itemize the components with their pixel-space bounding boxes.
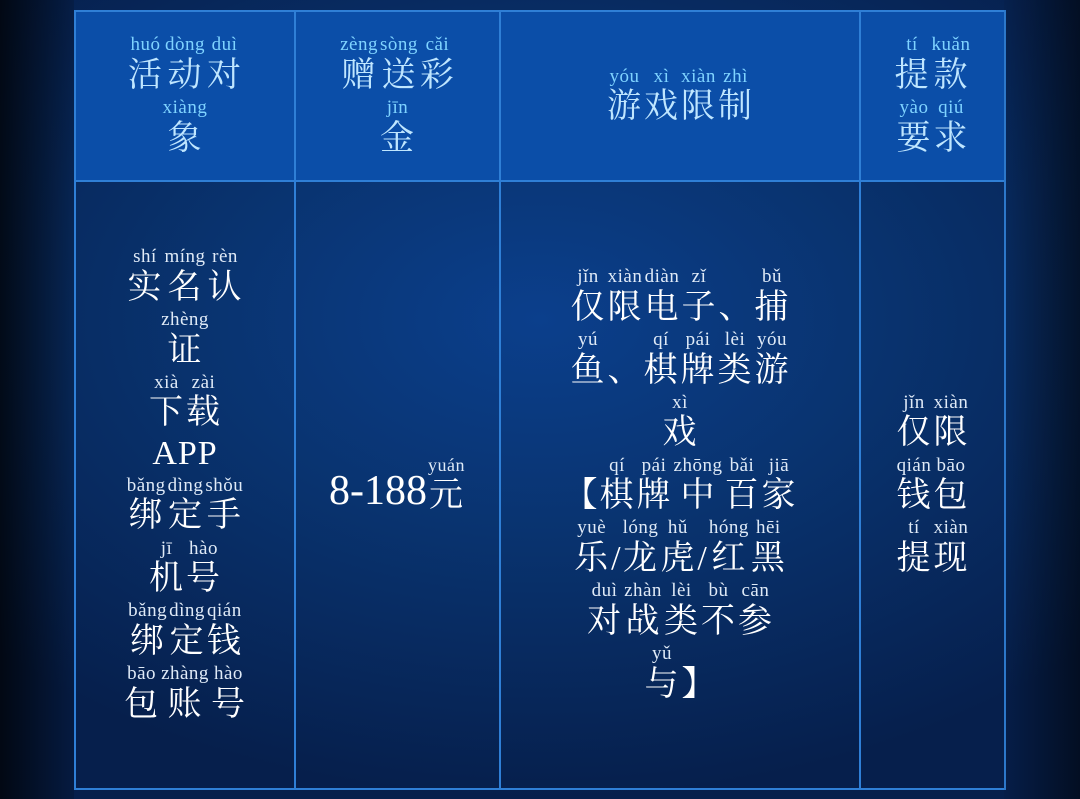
body-cell-activity-object [75, 181, 295, 789]
hanzi: 赠 [341, 56, 377, 94]
pinyin: bǎi [729, 454, 755, 476]
hanzi: 游 [754, 351, 790, 389]
hanzi: 下 [149, 394, 184, 432]
pinyin: bǎng [128, 600, 168, 622]
header-cell-activity-object [75, 11, 295, 181]
hanzi: 限 [933, 414, 969, 452]
ruby-token [660, 517, 695, 578]
pinyin: jǐn [577, 265, 599, 287]
ruby-token [127, 475, 166, 536]
pinyin: zài [191, 371, 216, 393]
hanzi: 动 [167, 56, 203, 94]
table-header-row [75, 11, 1005, 181]
ruby-token [934, 97, 969, 158]
hanzi: 战 [625, 603, 661, 641]
hanzi: 戏 [644, 88, 679, 126]
hanzi: 类 [717, 351, 753, 389]
hanzi: 号 [210, 686, 246, 724]
hanzi: 捕 [754, 288, 790, 326]
pinyin: hào [189, 537, 218, 559]
hanzi: 仅 [570, 288, 606, 326]
ruby-token [165, 34, 205, 95]
header-cell-withdrawal-requirements [860, 11, 1005, 181]
latin-token: APP [152, 434, 218, 472]
ruby-token [124, 663, 159, 724]
ruby-token [164, 246, 205, 307]
hanzi: 类 [663, 603, 699, 641]
pinyin: shí [133, 245, 157, 267]
text-line [507, 329, 853, 390]
pinyin: qí [609, 454, 625, 476]
header-text-game-restrictions [507, 66, 853, 127]
pinyin: hēi [755, 517, 781, 539]
pinyin: sòng [379, 34, 418, 56]
ruby-token [645, 643, 680, 704]
pinyin: shǒu [205, 474, 244, 496]
pinyin: huó [130, 34, 161, 56]
pinyin: yǔ [652, 643, 672, 665]
hanzi: 实 [127, 268, 163, 306]
pinyin: cǎi [425, 34, 450, 56]
hanzi: 定 [169, 623, 205, 661]
ruby-token [380, 97, 415, 158]
ruby-token [681, 329, 716, 390]
hanzi: 现 [933, 540, 969, 578]
header-cell-bonus-amount [295, 11, 500, 181]
text-line [82, 97, 288, 158]
ruby-token [571, 329, 606, 390]
text-line [507, 517, 853, 578]
ruby-token [755, 266, 790, 327]
text-line [867, 97, 998, 158]
hanzi: 求 [933, 119, 969, 157]
hanzi: 百 [724, 477, 760, 515]
hanzi: 名 [167, 268, 203, 306]
ruby-token [623, 517, 659, 578]
hanzi: 电 [644, 288, 680, 326]
pinyin: cān [741, 580, 770, 602]
hanzi: 认 [207, 268, 243, 306]
ruby-token [574, 517, 609, 578]
pinyin: xiàn [933, 517, 969, 539]
pinyin: hóng [708, 517, 749, 539]
ruby-token [340, 34, 378, 95]
pinyin: lèi [671, 580, 692, 602]
pinyin: zhàng [161, 663, 209, 685]
ruby-token [207, 34, 242, 95]
pinyin: xì [653, 65, 670, 87]
text-line [867, 34, 998, 95]
header-cell-game-restrictions [500, 11, 860, 181]
pinyin: jǐn [903, 391, 925, 413]
ruby-token [624, 580, 662, 641]
hanzi: 账 [167, 686, 203, 724]
hanzi: 钱 [206, 623, 242, 661]
pinyin: jīn [386, 97, 409, 118]
hanzi: 乐 [574, 540, 610, 578]
body-cell-game-restrictions [500, 181, 860, 789]
pinyin: qián [207, 600, 242, 622]
hanzi: 手 [206, 497, 242, 535]
text-line [507, 455, 853, 516]
header-text-withdrawal-requirements [867, 34, 998, 158]
text-line [82, 372, 288, 433]
text-line [507, 643, 853, 704]
pinyin: yóu [609, 65, 640, 87]
pinyin: zèng [340, 34, 378, 56]
pinyin: zǐ [691, 265, 707, 287]
hanzi: 虎 [660, 540, 696, 578]
hanzi: 红 [711, 540, 747, 578]
hanzi: 提 [894, 56, 930, 94]
ruby-token [380, 34, 418, 95]
bonus-amount-unit: yuán 元 [428, 455, 465, 514]
pinyin: diàn [644, 265, 680, 287]
ruby-token [751, 517, 786, 578]
ruby-token [663, 392, 698, 453]
body-cell-withdrawal-requirements [860, 181, 1005, 789]
pinyin: bǔ [762, 265, 782, 287]
ruby-token [738, 580, 773, 641]
pinyin: yào [899, 97, 929, 118]
hanzi: 彩 [419, 56, 455, 94]
glyph-token: 、 [607, 351, 642, 389]
hanzi: 金 [380, 119, 415, 157]
pinyin: zhèng [161, 308, 209, 330]
hanzi: 载 [186, 394, 221, 432]
hanzi: 牌 [680, 351, 716, 389]
ruby-token [934, 455, 969, 516]
pinyin: xiàn [681, 65, 716, 87]
ruby-token [644, 329, 679, 390]
hanzi: 对 [587, 603, 623, 641]
ruby-token [163, 97, 208, 158]
ruby-token [587, 580, 622, 641]
pinyin: zhàn [624, 580, 662, 602]
pinyin: yuè [577, 517, 607, 539]
text-line [302, 34, 493, 95]
ruby-token [600, 455, 635, 516]
hanzi: 仅 [896, 414, 932, 452]
pinyin: qián [896, 454, 932, 476]
pinyin: dòng [165, 34, 205, 56]
pinyin: hǔ [667, 517, 688, 539]
pinyin: dìng [167, 474, 204, 496]
hanzi: 定 [168, 497, 204, 535]
hanzi: 棋 [599, 477, 635, 515]
hanzi: 包 [124, 686, 160, 724]
pinyin: lèi [724, 328, 746, 350]
pinyin: bǎng [126, 474, 166, 496]
hanzi: 象 [167, 119, 203, 157]
ruby-token [761, 455, 796, 516]
pinyin: lóng [622, 517, 659, 539]
hanzi: 款 [933, 56, 969, 94]
ruby-token [681, 66, 716, 127]
pinyin: qiú [938, 97, 964, 118]
ruby-token [664, 580, 699, 641]
hanzi: 中 [680, 477, 716, 515]
hanzi: 证 [167, 331, 203, 369]
pinyin: xì [672, 391, 688, 413]
ruby-token [682, 266, 717, 327]
pinyin: duì [211, 34, 238, 56]
text-line [82, 34, 288, 95]
hanzi: 活 [128, 56, 163, 94]
ruby-token [718, 66, 753, 127]
pinyin: tí [908, 517, 920, 539]
hanzi: 牌 [636, 477, 672, 515]
hanzi: 鱼 [570, 351, 606, 389]
ruby-token [211, 663, 246, 724]
pinyin: yú [578, 328, 598, 350]
pinyin: yóu [757, 328, 787, 350]
ruby-token [128, 34, 163, 95]
text-line [867, 517, 998, 578]
glyph-token: / [697, 540, 707, 578]
hanzi: 对 [207, 56, 242, 94]
table-body-row [75, 181, 1005, 789]
ruby-token [709, 517, 749, 578]
glyph-token: 】 [681, 666, 716, 704]
text-line [82, 435, 288, 473]
text-line [302, 97, 493, 158]
body-text-activity-object [82, 246, 288, 725]
ruby-token [186, 538, 221, 599]
text-line [82, 309, 288, 370]
ruby-token [674, 455, 723, 516]
text-line [82, 600, 288, 661]
pinyin: xiàng [162, 97, 208, 118]
ruby-token [637, 455, 672, 516]
pinyin: zhōng [673, 454, 723, 476]
text-line [507, 266, 853, 327]
ruby-token [420, 34, 455, 95]
hanzi: 提 [896, 540, 932, 578]
glyph-token: / [611, 540, 621, 578]
pinyin: dìng [169, 600, 205, 622]
ruby-token [608, 266, 643, 327]
ruby-token [897, 455, 932, 516]
glyph-token: 【 [563, 477, 598, 515]
hanzi: 限 [607, 288, 643, 326]
ruby-token [571, 266, 606, 327]
hanzi: 钱 [896, 477, 932, 515]
ruby-token [645, 266, 680, 327]
hanzi: 黑 [750, 540, 786, 578]
hanzi: 制 [718, 88, 753, 126]
pinyin: pái [641, 454, 667, 476]
bonus-amount-value [329, 455, 466, 514]
hanzi: 家 [761, 477, 797, 515]
pinyin: zhì [723, 65, 748, 87]
ruby-token [724, 455, 759, 516]
header-text-bonus-amount [302, 34, 493, 158]
ruby-token [897, 517, 932, 578]
hanzi: 要 [896, 119, 932, 157]
pinyin: qí [653, 328, 669, 350]
body-text-game-restrictions [507, 266, 853, 704]
pinyin: jī [160, 537, 173, 559]
hanzi: 绑 [130, 623, 166, 661]
hanzi: 机 [149, 560, 184, 598]
pinyin: kuǎn [931, 34, 971, 56]
pinyin: hào [213, 663, 243, 685]
ruby-token [161, 309, 209, 370]
hanzi: 参 [737, 603, 773, 641]
ruby-token [186, 372, 221, 433]
hanzi: 绑 [128, 497, 164, 535]
bonus-amount-number: 8-188 [329, 467, 427, 514]
text-line [867, 455, 998, 516]
ruby-token [932, 34, 971, 95]
ruby-token [205, 475, 243, 536]
ruby-token [149, 538, 184, 599]
pinyin: bāo [127, 663, 157, 685]
ruby-token [149, 372, 184, 433]
pinyin: xiàn [607, 265, 643, 287]
hanzi: 号 [186, 560, 221, 598]
hanzi: 棋 [643, 351, 679, 389]
ruby-token [897, 97, 932, 158]
text-line [507, 580, 853, 641]
text-line [507, 66, 853, 127]
pinyin: pái [685, 328, 711, 350]
hanzi: 送 [381, 56, 417, 94]
hanzi: 与 [644, 666, 680, 704]
hanzi: 游 [607, 88, 642, 126]
pinyin: duì [591, 580, 618, 602]
glyph-token: 、 [718, 288, 753, 326]
ruby-token [208, 246, 243, 307]
ruby-token [128, 600, 167, 661]
body-cell-bonus-amount [295, 181, 500, 789]
ruby-token [169, 600, 205, 661]
pinyin: jiā [768, 454, 790, 476]
hanzi: 龙 [623, 540, 658, 578]
ruby-token [718, 329, 753, 390]
pinyin: bù [708, 580, 729, 602]
ruby-token [897, 392, 932, 453]
pinyin: míng [164, 245, 206, 267]
text-line [82, 538, 288, 599]
ruby-token [895, 34, 930, 95]
hanzi: 限 [681, 88, 716, 126]
ruby-token [168, 475, 204, 536]
ruby-token [644, 66, 679, 127]
hanzi: 不 [700, 603, 736, 641]
promotion-rules-table [74, 10, 1006, 790]
ruby-token [934, 517, 969, 578]
hanzi: 戏 [662, 414, 698, 452]
hanzi: 子 [681, 288, 717, 326]
text-line [867, 392, 998, 453]
text-line [82, 246, 288, 307]
pinyin: bāo [936, 454, 966, 476]
pinyin: xià [154, 371, 179, 393]
header-text-activity-object [82, 34, 288, 158]
ruby-token [701, 580, 736, 641]
body-text-withdrawal-requirements [867, 392, 998, 579]
ruby-token [934, 392, 969, 453]
ruby-token [161, 663, 209, 724]
ruby-token [207, 600, 242, 661]
text-line [82, 663, 288, 724]
hanzi: 包 [933, 477, 969, 515]
ruby-token [755, 329, 790, 390]
text-line [507, 392, 853, 453]
pinyin: tí [906, 34, 918, 56]
pinyin: xiàn [933, 391, 969, 413]
ruby-token [127, 246, 162, 307]
pinyin: rèn [212, 245, 238, 267]
text-line [82, 475, 288, 536]
ruby-token [607, 66, 642, 127]
